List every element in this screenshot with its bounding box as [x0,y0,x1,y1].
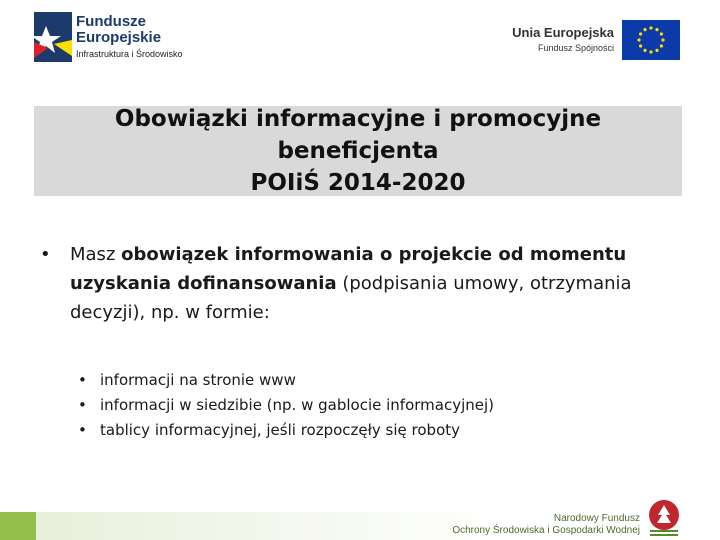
title-box [34,106,682,196]
bullet-marker: • [40,244,51,265]
eu-star [649,26,652,29]
list-item [78,393,494,418]
eu-logo [512,18,680,62]
main-bullet-bold2: uzyskania dofinansowania [70,273,337,294]
fe-logo-name-line2: Europejskie [76,29,162,46]
main-bullet-bold1: obowiązek informowania o projekcie od momentu [121,244,627,265]
main-bullet-prefix: Masz [70,244,122,265]
nfos-logo [452,499,682,537]
list-item-text: informacji na stronie www [100,371,296,389]
eu-star [660,44,663,47]
nfosigw-logo-icon [646,499,682,537]
fe-logo-name-line1: Fundusze [76,13,146,30]
sub-bullet-list [78,368,494,443]
page-title-line2: POIiŚ 2014-2020 [250,170,466,196]
bullet-marker: • [78,421,87,439]
list-item-text: informacji w siedzibie (np. w gablocie informacyjnej) [100,396,495,414]
eu-star [643,28,646,31]
eu-logo-fund: Fundusz Spójności [537,43,614,53]
eu-logo-name: Unia Europejska [512,25,614,40]
eu-star [649,50,652,53]
page-title [34,103,682,199]
fundusze-europejskie-logo [34,12,194,64]
eu-star [655,49,658,52]
footer-accent [0,512,36,540]
eu-flag-icon [622,20,680,60]
main-bullet-rest: (podpisania umowy, otrzymania decyzji), np. w formie: [70,273,632,323]
nfos-name-line1: Narodowy Fundusz [553,513,640,524]
list-item-text: tablicy informacyjnej, jeśli rozpoczęły się roboty [100,421,460,439]
list-item [78,418,494,443]
main-bullet [40,240,680,327]
eu-star [643,49,646,52]
fe-logo-program: Infrastruktura i Środowisko [76,49,183,59]
eu-star [639,44,642,47]
nfos-name-line2: Ochrony Środowiska i Gospodarki Wodnej [452,525,640,536]
main-bullet-text [70,240,680,327]
eu-star [660,32,663,35]
bullet-marker: • [78,396,87,414]
fundusze-europejskie-logo-icon [34,12,72,62]
eu-star [637,38,640,41]
eu-star [639,32,642,35]
bullet-marker: • [78,371,87,389]
page-title-line1: Obowiązki informacyjne i promocyjne beneficjenta [114,106,602,164]
list-item [78,368,494,393]
eu-star [661,38,664,41]
eu-star [655,28,658,31]
